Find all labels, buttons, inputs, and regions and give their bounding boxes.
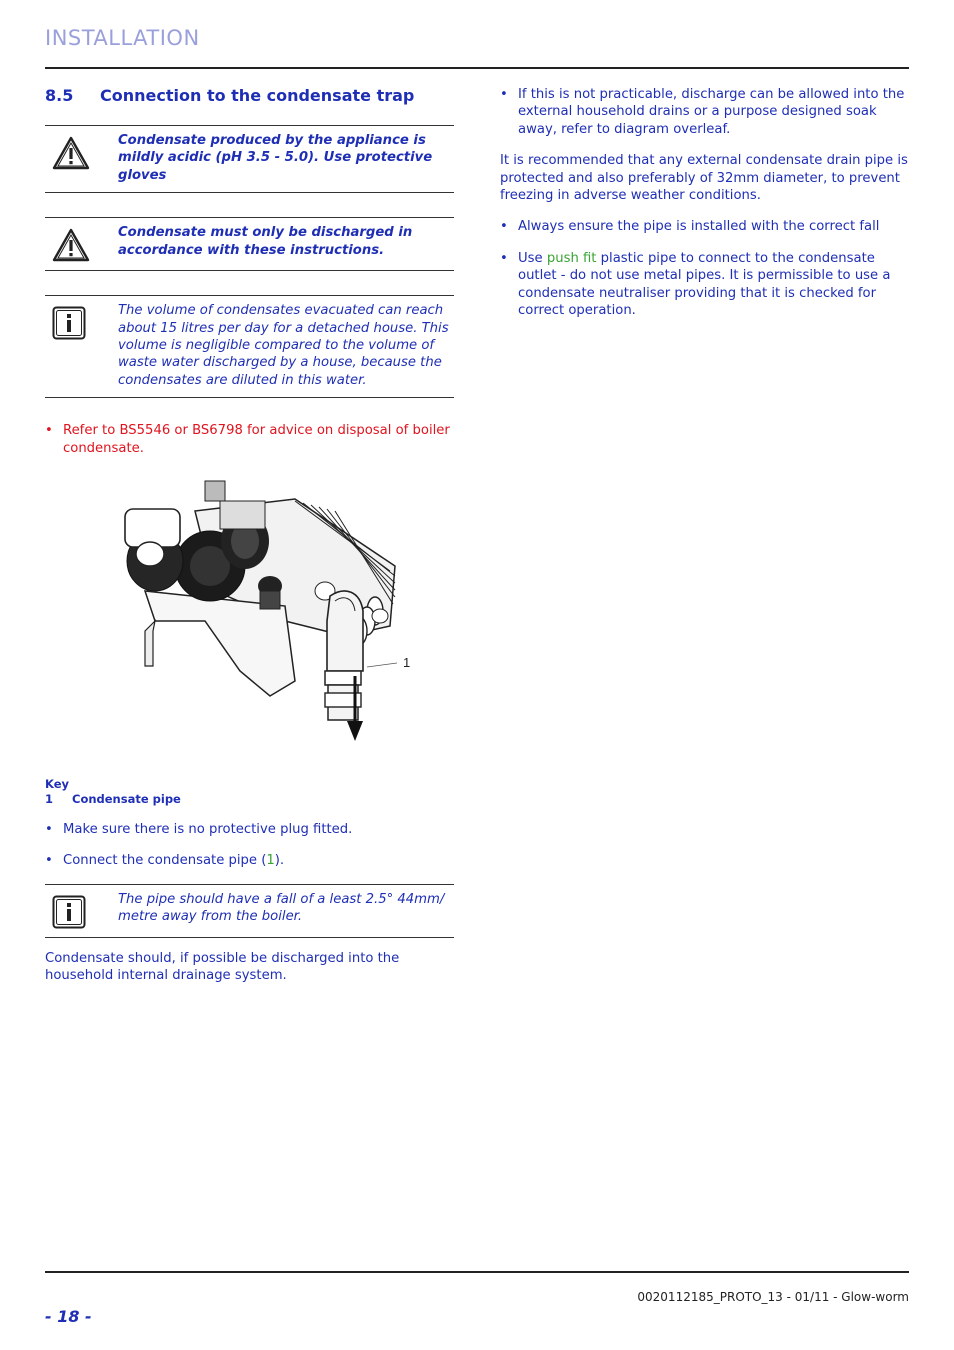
bullet-refer-standards: • Refer to BS5546 or BS6798 for advice on disposal of boiler condensate. [45,423,450,456]
key-item: 1 Condensate pipe [45,792,181,807]
warning-triangle-icon [52,136,90,170]
info-icon [52,306,86,340]
section-number: 8.5 [45,86,74,105]
left-column [45,86,454,999]
page-number: - 18 - [45,1307,92,1326]
warning-notice-gloves [45,125,454,193]
condensate-trap-figure [45,471,454,771]
footer-rule [45,1271,909,1273]
push-fit-link[interactable]: push fit [546,250,597,266]
footer-doc-ref: 0020112185_PROTO_13 - 01/11 - Glow-worm [637,1290,909,1304]
warning-text-gloves: Condensate produced by the appliance is mildly acidic (pH 3.5 - 5.0). Use protective gloves [118,133,433,183]
boiler-hydraulic-block-illustration [45,471,454,771]
bullet-no-plug: • Make sure there is no protective plug fitted. [45,822,353,838]
info-notice-fall [45,884,454,938]
section-heading [45,86,454,105]
figure-key [45,777,454,807]
info-icon [52,895,86,929]
header-title: INSTALLATION [45,26,200,50]
key-heading: Key [45,777,70,792]
right-column [500,86,909,333]
info-text-volume: The volume of condensates evacuated can reach about 15 litres per day for a detached house. This volume is negligible compared to the volume of waste water discharged by a house, because the condensates are diluted in this water. [118,303,449,388]
para-household-drainage: Condensate should, if possible be discharged into the household internal drainage system. [45,950,400,984]
warning-text-discharge: Condensate must only be discharged in accordance with these instructions. [118,225,413,258]
info-notice-volume [45,295,454,398]
warning-triangle-icon [52,228,90,262]
bullet-external-drains: • If this is not practicable, discharge can be allowed into the external household drains or a purpose designed soak away, refer to diagram overleaf. [500,87,905,137]
section-title: Connection to the condensate trap [100,86,415,105]
header-rule [45,67,909,69]
warning-notice-discharge [45,217,454,271]
callout-label-1: 1 [403,655,411,671]
info-text-fall: The pipe should have a fall of a least 2.5° 44mm/ metre away from the boiler. [118,891,445,925]
para-drain-pipe-protection: It is recommended that any external condensate drain pipe is protected and also preferably of 32mm diameter, to prevent freezing in adverse weather conditions. [500,153,908,204]
bullet-connect-pipe: • Connect the condensate pipe (1). [45,853,285,869]
bullet-correct-fall: • Always ensure the pipe is installed with the correct fall [500,219,880,235]
figure-reference-link[interactable]: 1 [266,853,275,869]
bullet-push-fit: • Use push fit plastic pipe to connect to the condensate outlet - do not use metal pipes. It is permissible to use a condensate neutraliser providing that it is checked for correct operation. [500,250,891,319]
